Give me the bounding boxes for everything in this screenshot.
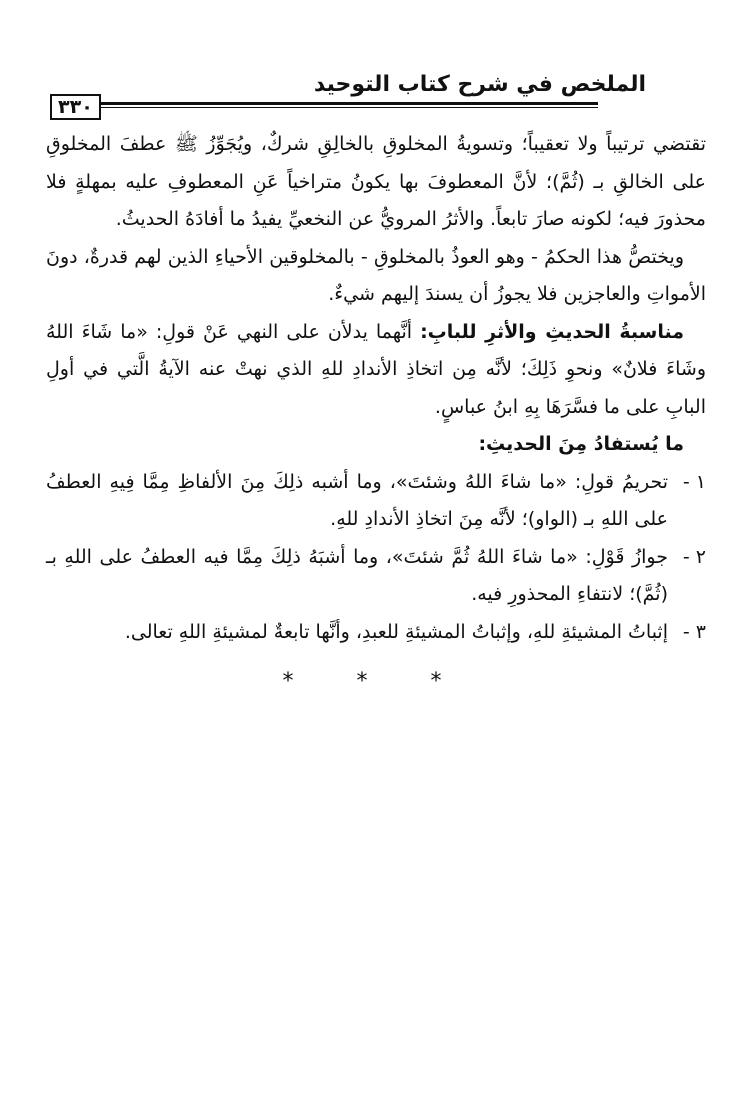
list-item-text: تحريمُ قولِ: «ما شاءَ اللهُ وشئتَ»، وما أشبه ذلِكَ مِنَ الألفاظِ مِمَّا فِيهِ العطفُ على اللهِ بـ (الواو)؛ لأنَّه مِنَ اتخاذِ الأندادِ للهِ. xyxy=(46,470,668,530)
running-title: الملخص في شرح كتاب التوحيد xyxy=(313,72,646,97)
header-rule xyxy=(50,102,598,105)
header-rule-thin xyxy=(50,107,598,108)
list-item xyxy=(46,539,706,614)
section-heading: ما يُستفادُ مِنَ الحديثِ: xyxy=(478,433,684,455)
page-header xyxy=(50,72,646,122)
list-item-text: جوازُ قَوْلِ: «ما شاءَ اللهُ ثُمَّ شئتَ»، وما أشبَهُ ذلِكَ مِمَّا فيه العطفُ على اللهِ بـ (ثُمَّ)؛ لانتفاءِ المحذورِ فيه. xyxy=(46,545,668,605)
list-item-text: إثباتُ المشيئةِ للهِ، وإثباتُ المشيئةِ للعبدِ، وأنَّها تابعةٌ لمشيئةِ اللهِ تعالى. xyxy=(124,620,668,643)
paragraph-1: تقتضي ترتيباً ولا تعقيباً؛ وتسويةُ المخلوقِ بالخالِقِ شركٌ، ويُجَوِّزُ ﷺ عطفَ المخلوقِ على الخالقِ بـ (ثُمَّ)؛ لأنَّ المعطوفَ بها يكونُ متراخياً عَنِ المعطوفِ عليه بمهلةٍ فلا محذورَ فيه؛ لكونه صارَ تابعاً. والأثرُ المرويُّ عن النخعيِّ يفيدُ ما أفادَهُ الحديثُ. xyxy=(46,133,706,230)
list-item-number: ٢ - xyxy=(682,545,706,568)
paragraph-3-text: أنَّهما يدلأن على النهي عَنْ قولِ: «ما شَاءَ اللهُ وشَاءَ فلانٌ» ونحوِ ذَلِكَ؛ لأنَّه مِن اتخاذِ الأندادِ للهِ الذي نهتْ عنه الآيةُ الَّتي في أولِ البابِ على ما فسَّرَهَا بِهِ ابنُ عباسٍ. xyxy=(46,320,706,418)
paragraph-3 xyxy=(46,314,706,427)
paragraph-2: ويختصُّ هذا الحكمُ - وهو العوذُ بالمخلوقِ - بالمخلوقين الأحياءِ الذين لهم قدرةٌ، دونَ الأمواتِ والعاجزين فلا يجوزُ أن يسندَ إليهم شيءٌ. xyxy=(46,245,706,305)
list-item-number: ١ - xyxy=(682,470,706,493)
paragraph-3-heading: مناسبةُ الحديثِ والأثرِ للبابِ: xyxy=(420,320,685,343)
list-item-number: ٣ - xyxy=(682,620,706,643)
page-body xyxy=(46,126,706,701)
list-item xyxy=(46,464,706,539)
list-item xyxy=(46,614,706,652)
section-separator: * * * xyxy=(282,669,470,694)
page-number: ٣٣٠ xyxy=(50,94,101,120)
